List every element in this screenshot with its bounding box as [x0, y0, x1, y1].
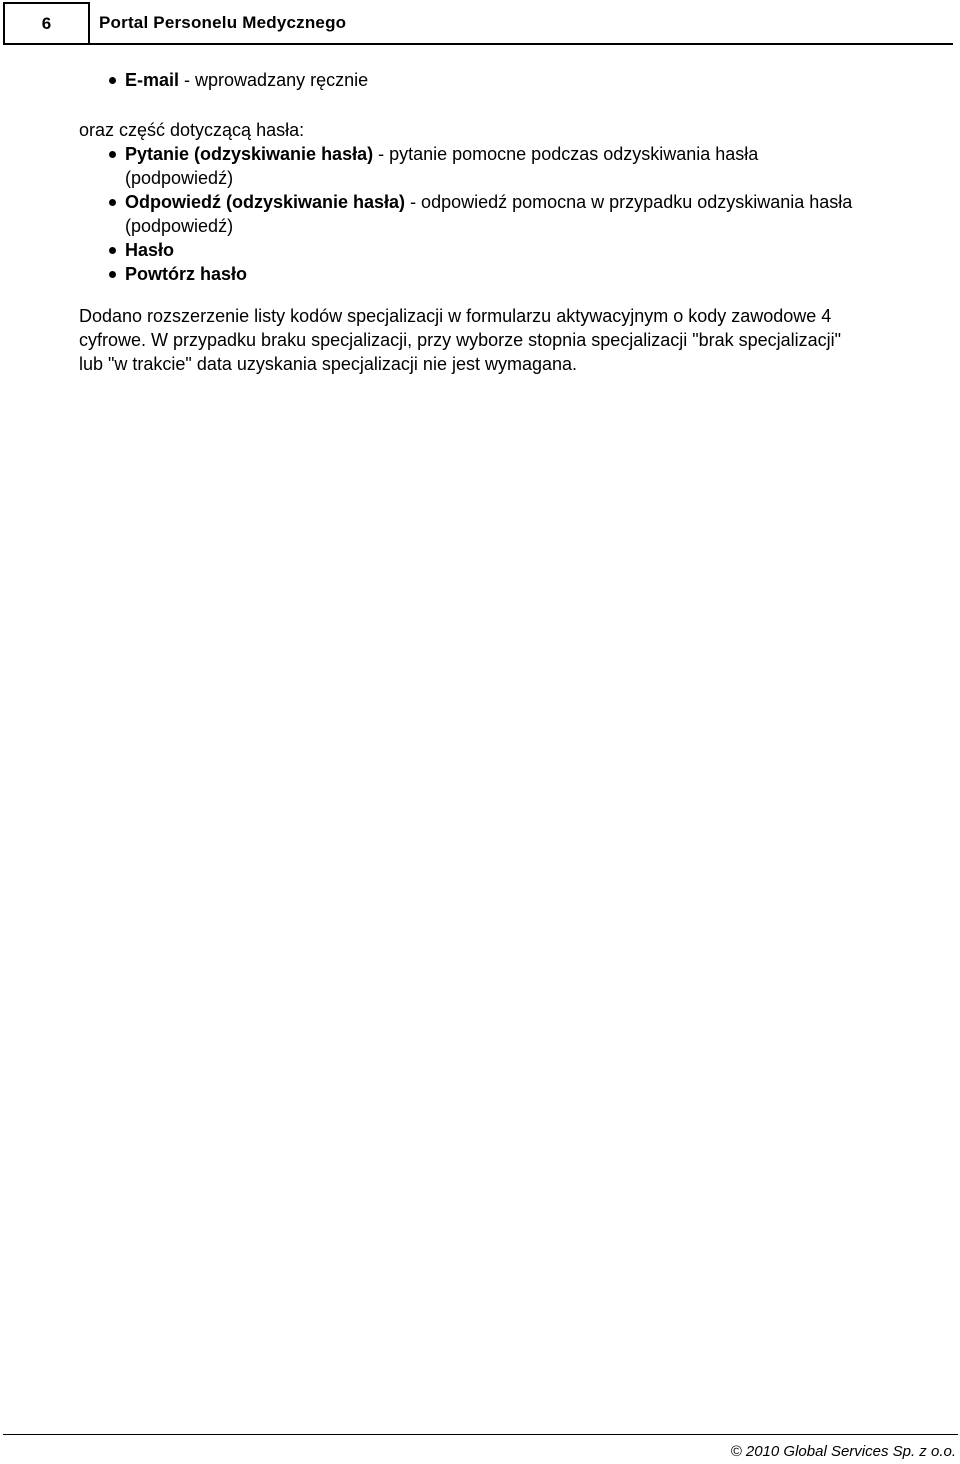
field-description: - pytanie pomocne podczas odzyskiwania hasła (podpowiedź) [125, 144, 759, 188]
list-item [79, 262, 869, 286]
bullet-icon [109, 247, 116, 254]
list-item [79, 238, 869, 262]
field-name: Odpowiedź (odzyskiwanie hasła) [125, 192, 406, 212]
page-number: 6 [3, 2, 90, 43]
field-name: Powtórz hasło [125, 264, 248, 284]
footer-divider [3, 1434, 958, 1435]
header-title: Portal Personelu Medycznego [99, 13, 347, 32]
field-name: Hasło [125, 240, 175, 260]
body-paragraph: Dodano rozszerzenie listy kodów specjalizacji w formularzu aktywacyjnym o kody zawodowe 4 cyfrowe. W przypadku braku specjalizacji, przy wyborze stopnia specjalizacji "brak specjalizacji" lub "w trakcie" data uzyskania specjalizacji nie jest wymagana. [79, 306, 842, 374]
bullet-icon [109, 271, 116, 278]
bullet-icon [109, 77, 116, 84]
page-header [3, 2, 953, 45]
bullet-icon [109, 199, 116, 206]
list-item [79, 142, 869, 190]
field-description: - wprowadzany ręcznie [179, 70, 369, 90]
footer-copyright: © 2010 Global Services Sp. z o.o. [730, 1443, 956, 1460]
list-item [79, 190, 869, 238]
bullet-icon [109, 151, 116, 158]
password-fields-list [79, 142, 869, 286]
field-name: Pytanie (odzyskiwanie hasła) [125, 144, 374, 164]
contact-fields-list [79, 68, 869, 92]
intro-text: oraz część dotyczącą hasła: [79, 120, 305, 140]
field-name: E-mail [125, 70, 180, 90]
list-item [79, 68, 869, 92]
document-body [79, 68, 869, 376]
field-description: - odpowiedź pomocna w przypadku odzyskiwania hasła (podpowiedź) [125, 192, 853, 236]
